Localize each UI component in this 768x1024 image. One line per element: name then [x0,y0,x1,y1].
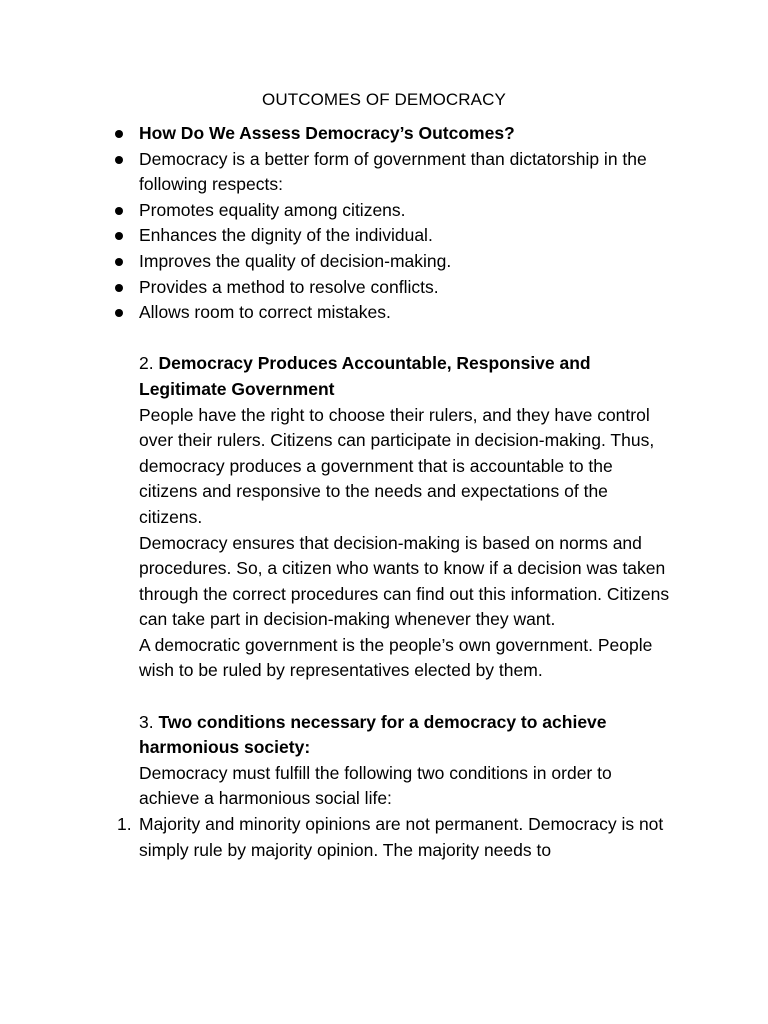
bullet-icon [115,207,123,215]
section-heading [139,710,674,761]
paragraph: A democratic government is the people’s own government. People wish to be ruled by representatives elected by them. [139,634,653,681]
numbered-list [117,812,674,863]
list-item [139,249,674,275]
list-item [139,223,674,249]
bullet-text: Allows room to correct mistakes. [139,302,391,323]
blank-line [139,684,674,710]
blank-line [139,326,674,352]
paragraph: People have the right to choose their rulers, and they have control over their rulers. Citizens can participate in decision-making. Thus, democracy produces a government that is accountable to the citizens and responsive to the needs and expectations of the citizens. [139,404,655,527]
bullet-icon [115,309,123,317]
list-item [139,198,674,224]
section-3 [117,710,674,864]
page-title: OUTCOMES OF DEMOCRACY [262,90,506,109]
bullet-text: How Do We Assess Democracy’s Outcomes? [139,123,515,143]
section-2 [139,351,674,684]
bullet-text: Provides a method to resolve conflicts. [139,276,439,297]
bullet-text: Improves the quality of decision-making. [139,250,452,271]
list-number: 1. [117,814,132,835]
bullet-icon [115,284,123,292]
list-item [139,121,674,147]
section-heading-text: Democracy Produces Accountable, Responsive and Legitimate Government [139,353,591,399]
bullet-icon [115,258,123,266]
list-item [139,300,674,326]
paragraph: Democracy ensures that decision-making is based on norms and procedures. So, a citizen who wants to know if a decision was taken through the correct procedures can find out this information. Citizens can take part in decision-making whenever they want. [139,532,670,630]
list-item [117,812,674,863]
list-item [139,275,674,301]
section-number: 3. [139,711,154,732]
paragraph: Democracy must fulfill the following two conditions in order to achieve a harmonious social life: [139,762,612,809]
section-heading [139,351,674,402]
bullet-icon [115,156,123,164]
bullet-text: Enhances the dignity of the individual. [139,225,433,246]
bullet-icon [115,232,123,240]
bullet-text: Democracy is a better form of government than dictatorship in the following respects: [139,148,647,195]
bullet-list [139,121,674,326]
section-number: 2. [139,353,154,374]
bullet-icon [115,130,123,138]
list-item [139,147,674,198]
document-body [117,121,674,863]
list-item-text: Majority and minority opinions are not permanent. Democracy is not simply rule by majority opinion. The majority needs to [139,814,664,860]
section-heading-text: Two conditions necessary for a democracy to achieve harmonious society: [139,711,607,758]
bullet-text: Promotes equality among citizens. [139,199,406,220]
